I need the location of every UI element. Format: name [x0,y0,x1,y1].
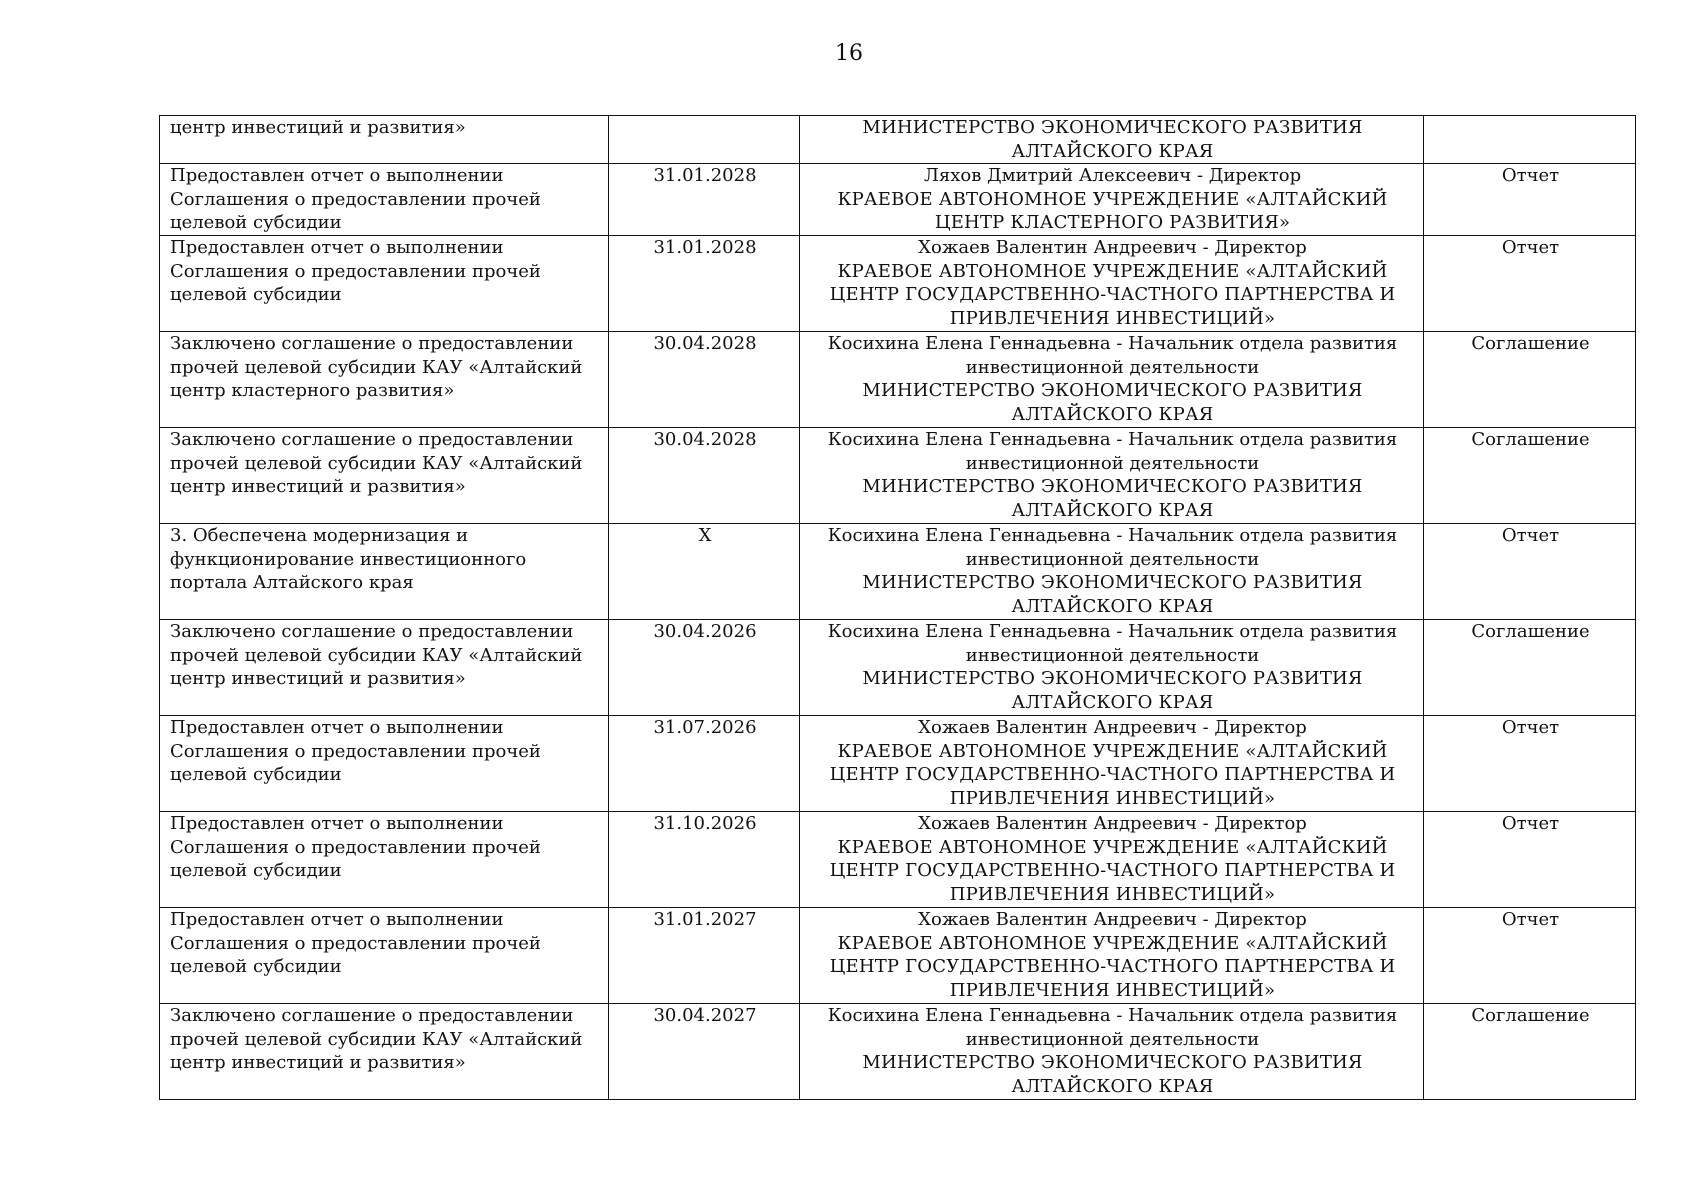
responsible-org: КРАЕВОЕ АВТОНОМНОЕ УЧРЕЖДЕНИЕ «АЛТАЙСКИЙ ЦЕНТР ГОСУДАРСТВЕННО-ЧАСТНОГО ПАРТНЕРСТВА И ПРИВЛЕЧЕНИЯ ИНВЕСТИЦИЙ» [829,260,1396,329]
table-row [160,908,1636,1004]
date-cell: 30.04.2026 [609,620,800,716]
date-cell: 30.04.2028 [609,332,800,428]
document-cell: Отчет [1424,236,1636,332]
document-cell: Отчет [1424,716,1636,812]
document-cell: Соглашение [1424,1004,1636,1100]
responsible-cell [800,908,1424,1004]
responsible-org: МИНИСТЕРСТВО ЭКОНОМИЧЕСКОГО РАЗВИТИЯ АЛТАЙСКОГО КРАЯ [862,572,1363,617]
responsible-org: МИНИСТЕРСТВО ЭКОНОМИЧЕСКОГО РАЗВИТИЯ АЛТАЙСКОГО КРАЯ [862,117,1363,162]
responsible-person: Косихина Елена Геннадьевна - Начальник отдела развития инвестиционной деятельности [827,429,1398,474]
date-cell: 31.01.2027 [609,908,800,1004]
responsible-person: Хожаев Валентин Андреевич - Директор [918,813,1307,834]
event-cell: Заключено соглашение о предоставлении прочей целевой субсидии КАУ «Алтайский центр инвестиций и развития» [160,620,609,716]
responsible-org: МИНИСТЕРСТВО ЭКОНОМИЧЕСКОГО РАЗВИТИЯ АЛТАЙСКОГО КРАЯ [862,1052,1363,1097]
responsible-org: КРАЕВОЕ АВТОНОМНОЕ УЧРЕЖДЕНИЕ «АЛТАЙСКИЙ ЦЕНТР ГОСУДАРСТВЕННО-ЧАСТНОГО ПАРТНЕРСТВА И ПРИВЛЕЧЕНИЯ ИНВЕСТИЦИЙ» [829,740,1396,809]
date-cell: 30.04.2027 [609,1004,800,1100]
responsible-cell [800,812,1424,908]
table-row [160,812,1636,908]
table-row [160,236,1636,332]
responsible-person: Косихина Елена Геннадьевна - Начальник отдела развития инвестиционной деятельности [827,525,1398,570]
responsible-cell [800,620,1424,716]
responsible-cell [800,716,1424,812]
responsible-org: КРАЕВОЕ АВТОНОМНОЕ УЧРЕЖДЕНИЕ «АЛТАЙСКИЙ ЦЕНТР КЛАСТЕРНОГО РАЗВИТИЯ» [837,188,1388,233]
responsible-cell [800,1004,1424,1100]
table-row [160,1004,1636,1100]
responsible-org: КРАЕВОЕ АВТОНОМНОЕ УЧРЕЖДЕНИЕ «АЛТАЙСКИЙ ЦЕНТР ГОСУДАРСТВЕННО-ЧАСТНОГО ПАРТНЕРСТВА И ПРИВЛЕЧЕНИЯ ИНВЕСТИЦИЙ» [829,836,1396,905]
date-cell: Х [609,524,800,620]
table-row [160,524,1636,620]
table-row [160,332,1636,428]
event-cell: Предоставлен отчет о выполнении Соглашения о предоставлении прочей целевой субсидии [160,164,609,236]
date-cell: 31.01.2028 [609,164,800,236]
control-points-table [159,115,1636,1100]
responsible-org: МИНИСТЕРСТВО ЭКОНОМИЧЕСКОГО РАЗВИТИЯ АЛТАЙСКОГО КРАЯ [862,476,1363,521]
document-cell: Отчет [1424,908,1636,1004]
date-cell: 31.01.2028 [609,236,800,332]
page-number: 16 [835,41,863,66]
table-row [160,428,1636,524]
responsible-cell [800,332,1424,428]
table-row [160,716,1636,812]
responsible-org: КРАЕВОЕ АВТОНОМНОЕ УЧРЕЖДЕНИЕ «АЛТАЙСКИЙ ЦЕНТР ГОСУДАРСТВЕННО-ЧАСТНОГО ПАРТНЕРСТВА И ПРИВЛЕЧЕНИЯ ИНВЕСТИЦИЙ» [829,932,1396,1001]
document-cell: Отчет [1424,164,1636,236]
date-cell: 31.10.2026 [609,812,800,908]
event-cell: Предоставлен отчет о выполнении Соглашения о предоставлении прочей целевой субсидии [160,716,609,812]
document-cell [1424,116,1636,164]
responsible-cell [800,164,1424,236]
event-cell: Заключено соглашение о предоставлении прочей целевой субсидии КАУ «Алтайский центр инвестиций и развития» [160,1004,609,1100]
date-cell [609,116,800,164]
document-cell: Соглашение [1424,332,1636,428]
responsible-cell [800,428,1424,524]
document-cell: Соглашение [1424,428,1636,524]
responsible-person: Косихина Елена Геннадьевна - Начальник отдела развития инвестиционной деятельности [827,333,1398,378]
responsible-cell [800,116,1424,164]
responsible-cell [800,524,1424,620]
responsible-person: Косихина Елена Геннадьевна - Начальник отдела развития инвестиционной деятельности [827,1005,1398,1050]
responsible-person: Косихина Елена Геннадьевна - Начальник отдела развития инвестиционной деятельности [827,621,1398,666]
responsible-cell [800,236,1424,332]
date-cell: 30.04.2028 [609,428,800,524]
responsible-org: МИНИСТЕРСТВО ЭКОНОМИЧЕСКОГО РАЗВИТИЯ АЛТАЙСКОГО КРАЯ [862,380,1363,425]
document-cell: Отчет [1424,812,1636,908]
table-row [160,620,1636,716]
event-cell: центр инвестиций и развития» [160,116,609,164]
event-cell: Заключено соглашение о предоставлении прочей целевой субсидии КАУ «Алтайский центр инвестиций и развития» [160,428,609,524]
responsible-person: Хожаев Валентин Андреевич - Директор [918,237,1307,258]
event-cell: Предоставлен отчет о выполнении Соглашения о предоставлении прочей целевой субсидии [160,908,609,1004]
table-row [160,164,1636,236]
responsible-person: Ляхов Дмитрий Алексеевич - Директор [923,165,1302,186]
document-cell: Соглашение [1424,620,1636,716]
event-cell: Предоставлен отчет о выполнении Соглашения о предоставлении прочей целевой субсидии [160,812,609,908]
document-cell: Отчет [1424,524,1636,620]
responsible-person: Хожаев Валентин Андреевич - Директор [918,717,1307,738]
responsible-person: Хожаев Валентин Андреевич - Директор [918,909,1307,930]
event-cell: Заключено соглашение о предоставлении прочей целевой субсидии КАУ «Алтайский центр кластерного развития» [160,332,609,428]
responsible-org: МИНИСТЕРСТВО ЭКОНОМИЧЕСКОГО РАЗВИТИЯ АЛТАЙСКОГО КРАЯ [862,668,1363,713]
event-cell: 3. Обеспечена модернизация и функционирование инвестиционного портала Алтайского края [160,524,609,620]
table-row [160,116,1636,164]
date-cell: 31.07.2026 [609,716,800,812]
event-cell: Предоставлен отчет о выполнении Соглашения о предоставлении прочей целевой субсидии [160,236,609,332]
